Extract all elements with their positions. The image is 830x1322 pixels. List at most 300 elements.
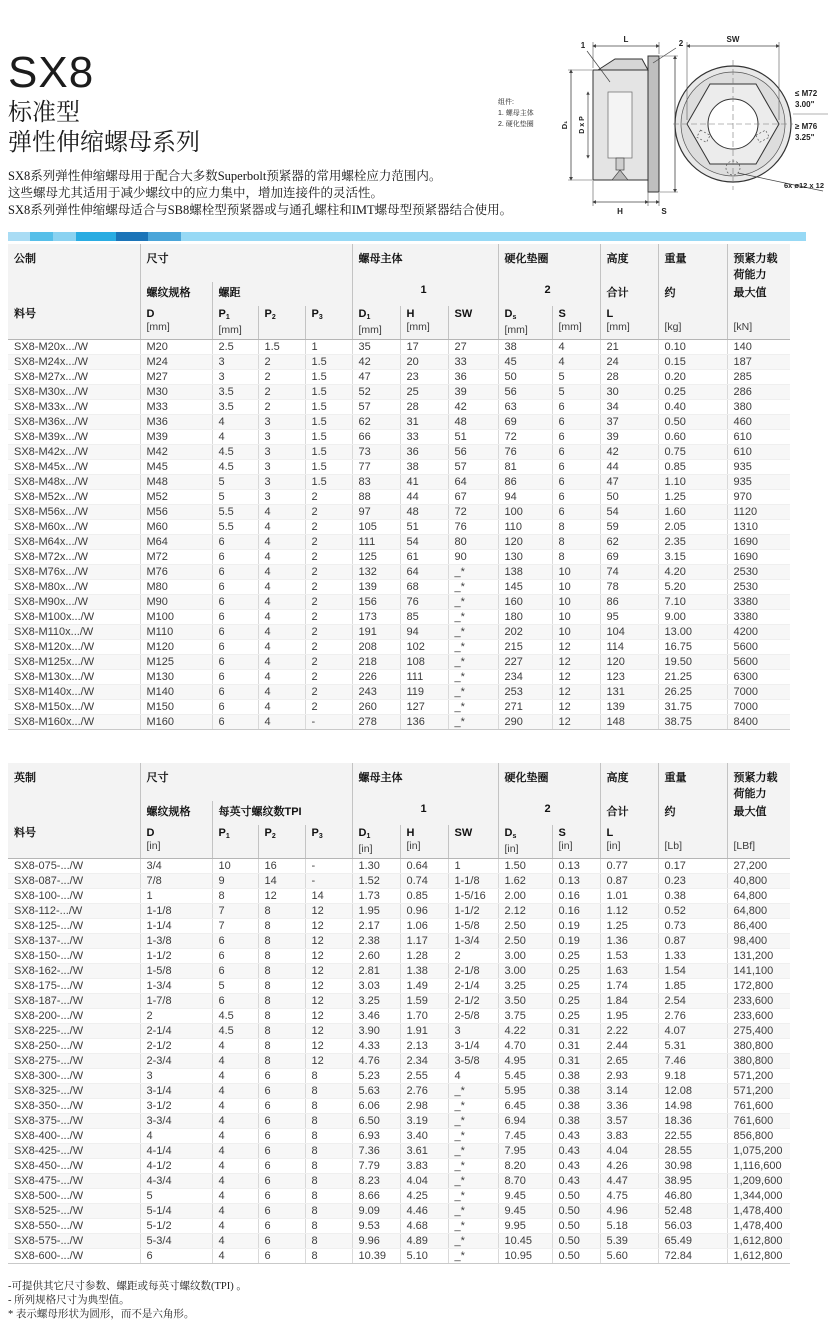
table-cell: _* [448, 670, 498, 685]
table-cell: 42 [600, 445, 658, 460]
table-row [8, 490, 790, 505]
table-cell: 0.19 [552, 919, 600, 934]
table-cell: _* [448, 1234, 498, 1249]
table-cell: 0.25 [552, 964, 600, 979]
table-cell: 380 [727, 400, 790, 415]
table-cell: - [305, 715, 352, 730]
table-cell: 10 [552, 595, 600, 610]
table-row [8, 700, 790, 715]
table-cell: 1.91 [400, 1024, 448, 1039]
dim-label-DxP: D x P [579, 116, 586, 134]
table-cell: 202 [498, 625, 552, 640]
table-cell: _* [448, 1189, 498, 1204]
table-cell: 1.62 [498, 874, 552, 889]
table-cell: 42 [352, 355, 400, 370]
table-cell: 12 [305, 1009, 352, 1024]
table-cell: 44 [400, 490, 448, 505]
dim-label-L: L [623, 35, 629, 44]
table-cell: 1.38 [400, 964, 448, 979]
note-ge-m76: ≥ M76 [795, 122, 818, 131]
table-cell: 4 [140, 1129, 212, 1144]
table-cell: 2530 [727, 565, 790, 580]
table-cell: M60 [140, 520, 212, 535]
table-cell: M125 [140, 655, 212, 670]
table-cell: 2 [305, 490, 352, 505]
table-cell: 1.53 [600, 949, 658, 964]
header-cell: SW [448, 825, 498, 859]
table-cell: 4 [258, 550, 305, 565]
table-cell: 0.38 [658, 889, 727, 904]
table-cell: 275,400 [727, 1024, 790, 1039]
header-row [8, 244, 790, 282]
table-cell: 3 [258, 475, 305, 490]
table-cell: M30 [140, 385, 212, 400]
table-cell: 20 [400, 355, 448, 370]
table-cell: 110 [498, 520, 552, 535]
table-cell: 6 [552, 430, 600, 445]
table-cell: 1.25 [600, 919, 658, 934]
table-cell: 17 [400, 340, 448, 355]
header-cell: 约 [658, 282, 727, 306]
table-cell: 4 [258, 685, 305, 700]
table-cell: 18.36 [658, 1114, 727, 1129]
header-cell: 硬化垫圈 [498, 763, 600, 801]
table-cell: 0.15 [658, 355, 727, 370]
header-cell: 公制 [8, 244, 140, 282]
table-cell: 1.5 [305, 370, 352, 385]
table-cell: 4 [258, 505, 305, 520]
description-line: SX8系列弹性伸缩螺母适合与SB8螺栓型预紧器或与通孔螺柱和IMT螺母型预紧器结合使用。 [8, 203, 513, 217]
table-cell: 1.74 [600, 979, 658, 994]
table-cell: 39 [600, 430, 658, 445]
header-cell: 螺距 [212, 282, 352, 306]
header-cell: 料号 [8, 306, 140, 340]
table-cell: 2 [305, 670, 352, 685]
header-cell: [kN] [727, 306, 790, 340]
table-cell: 31.75 [658, 700, 727, 715]
table-cell: 1.36 [600, 934, 658, 949]
table-cell: M36 [140, 415, 212, 430]
table-row [8, 670, 790, 685]
table-cell: 0.85 [400, 889, 448, 904]
table-cell: 2.44 [600, 1039, 658, 1054]
table-cell: 8 [258, 1009, 305, 1024]
table-cell: 123 [600, 670, 658, 685]
table-cell: 9 [212, 874, 258, 889]
table-cell: 0.38 [552, 1114, 600, 1129]
table-cell: 5-1/2 [140, 1219, 212, 1234]
table-cell: 970 [727, 490, 790, 505]
table-cell: SX8-M36x.../W [8, 415, 140, 430]
table-cell: 35 [352, 340, 400, 355]
table-cell: 3.40 [400, 1129, 448, 1144]
table-cell: 131,200 [727, 949, 790, 964]
table-cell: 4 [212, 1114, 258, 1129]
table-cell: 1.28 [400, 949, 448, 964]
table-cell: 2 [305, 640, 352, 655]
table-cell: 0.85 [658, 460, 727, 475]
table-cell: 4 [258, 535, 305, 550]
table-row [8, 610, 790, 625]
table-cell: 187 [727, 355, 790, 370]
table-cell: 4.33 [352, 1039, 400, 1054]
table-cell: 25 [400, 385, 448, 400]
table-row [8, 1024, 790, 1039]
table-cell: 100 [498, 505, 552, 520]
table-cell: 148 [600, 715, 658, 730]
table-cell: 36 [400, 445, 448, 460]
header-cell: 每英寸螺纹数TPI [212, 801, 352, 825]
table-cell: _* [448, 1204, 498, 1219]
accent-bar-segment [76, 232, 116, 241]
table-cell: 61 [400, 550, 448, 565]
table-row [8, 949, 790, 964]
table-cell: 8.66 [352, 1189, 400, 1204]
table-cell: 0.38 [552, 1099, 600, 1114]
table-cell: 72 [448, 505, 498, 520]
header-cell: 硬化垫圈 [498, 244, 600, 282]
table-cell: SX8-325-.../W [8, 1084, 140, 1099]
table-cell: 62 [352, 415, 400, 430]
table-cell: 172,800 [727, 979, 790, 994]
table-cell: 119 [400, 685, 448, 700]
table-cell: 56.03 [658, 1219, 727, 1234]
table-cell: 56 [448, 445, 498, 460]
table-cell: 9.45 [498, 1189, 552, 1204]
table-cell: 4.47 [600, 1174, 658, 1189]
table-cell: 8 [305, 1219, 352, 1234]
table-cell: 4.96 [600, 1204, 658, 1219]
table-cell: 8.23 [352, 1174, 400, 1189]
table-cell: 0.74 [400, 874, 448, 889]
table-cell: 57 [448, 460, 498, 475]
table-cell: 2 [305, 595, 352, 610]
header-cell: 1 [352, 282, 498, 306]
table-cell: 85 [400, 610, 448, 625]
table-cell: 10 [552, 565, 600, 580]
table-cell: 6 [212, 964, 258, 979]
table-cell: 1-5/8 [140, 964, 212, 979]
table-row [8, 934, 790, 949]
table-cell: 12 [552, 685, 600, 700]
header-cell: S [mm] [552, 306, 600, 340]
table-cell: 2 [305, 550, 352, 565]
table-cell: 2 [305, 535, 352, 550]
table-cell: 380,800 [727, 1039, 790, 1054]
table-cell: M160 [140, 715, 212, 730]
table-cell: SX8-M60x.../W [8, 520, 140, 535]
table-cell: 52 [352, 385, 400, 400]
table-cell: 77 [352, 460, 400, 475]
table-cell: 104 [600, 625, 658, 640]
table-cell: 2 [258, 385, 305, 400]
table-cell: 86 [600, 595, 658, 610]
table-cell: 0.25 [552, 1009, 600, 1024]
table-cell: M90 [140, 595, 212, 610]
table-row [8, 400, 790, 415]
table-cell: 0.43 [552, 1129, 600, 1144]
table-cell: 0.96 [400, 904, 448, 919]
table-cell: M150 [140, 700, 212, 715]
table-cell: 4.5 [212, 460, 258, 475]
table-cell: 69 [600, 550, 658, 565]
table-cell: 94 [498, 490, 552, 505]
table-row [8, 904, 790, 919]
side-view [560, 35, 685, 216]
table-cell: SX8-600-.../W [8, 1249, 140, 1264]
table-cell: 2-1/8 [448, 964, 498, 979]
table-cell: 4 [258, 625, 305, 640]
table-cell: 28.55 [658, 1144, 727, 1159]
table-cell: 6 [258, 1144, 305, 1159]
table-cell: 4 [212, 1174, 258, 1189]
table-cell: 50 [498, 370, 552, 385]
table-cell: 1.30 [352, 859, 400, 874]
header-cell: H [in] [400, 825, 448, 859]
table-cell: 6 [552, 475, 600, 490]
table-cell: 0.31 [552, 1039, 600, 1054]
header-cell [8, 282, 140, 306]
table-cell: 7 [212, 919, 258, 934]
table-cell: 4 [212, 1129, 258, 1144]
table-cell: 0.16 [552, 889, 600, 904]
header-cell: 2 [498, 282, 600, 306]
header-cell: 1 [352, 801, 498, 825]
table-cell: 6.45 [498, 1099, 552, 1114]
table-row [8, 1039, 790, 1054]
table-cell: 68 [400, 580, 448, 595]
table-cell: _* [448, 1249, 498, 1264]
header-cell: H [mm] [400, 306, 448, 340]
table-cell: 4.76 [352, 1054, 400, 1069]
legend-item-1: 1. 螺母主体 [498, 110, 534, 117]
table-cell: M76 [140, 565, 212, 580]
table-cell: 111 [352, 535, 400, 550]
table-cell: 1.85 [658, 979, 727, 994]
table-cell: M64 [140, 535, 212, 550]
table-cell: 1,612,800 [727, 1234, 790, 1249]
table-cell: _* [448, 1084, 498, 1099]
table-cell: SX8-M42x.../W [8, 445, 140, 460]
table-cell: 4-1/4 [140, 1144, 212, 1159]
table-cell: 5 [552, 385, 600, 400]
table-cell: 33 [448, 355, 498, 370]
table-cell: 1.5 [305, 460, 352, 475]
description-line: 这些螺母尤其适用于减少螺纹中的应力集中，增加连接件的灵活性。 [8, 186, 384, 200]
table-cell: 6 [552, 415, 600, 430]
table-cell: 0.87 [658, 934, 727, 949]
table-cell: 1.49 [400, 979, 448, 994]
table-cell: 7.10 [658, 595, 727, 610]
header-cell: L [in] [600, 825, 658, 859]
table-cell: 9.18 [658, 1069, 727, 1084]
table-cell: 6.50 [352, 1114, 400, 1129]
table-cell: 12 [305, 919, 352, 934]
table-cell: 30 [600, 385, 658, 400]
table-cell: 105 [352, 520, 400, 535]
table-cell: 6 [212, 685, 258, 700]
table-cell: 6 [212, 949, 258, 964]
table-cell: 0.25 [552, 994, 600, 1009]
table-cell: _* [448, 685, 498, 700]
header-cell: $P_3$ [305, 825, 352, 859]
table-cell: 6 [258, 1099, 305, 1114]
table-cell: 761,600 [727, 1099, 790, 1114]
table-cell: 1,612,800 [727, 1249, 790, 1264]
table-cell: 41 [400, 475, 448, 490]
description-line: SX8系列弹性伸缩螺母用于配合大多数Superbolt预紧器的常用螺栓应力范围内。 [8, 169, 442, 183]
table-cell: 0.43 [552, 1144, 600, 1159]
table-cell: 90 [448, 550, 498, 565]
table-row [8, 370, 790, 385]
dim-label-D1: D₁ [560, 120, 569, 130]
table-cell: 3.83 [400, 1159, 448, 1174]
header-cell: S [in] [552, 825, 600, 859]
table-cell: 30.98 [658, 1159, 727, 1174]
table-cell: _* [448, 1159, 498, 1174]
table-cell: 36 [448, 370, 498, 385]
table-cell: 8 [305, 1159, 352, 1174]
metric-table-header [8, 244, 790, 340]
table-cell: 5-1/4 [140, 1204, 212, 1219]
table-cell: 3.57 [600, 1114, 658, 1129]
table-cell: 140 [727, 340, 790, 355]
table-cell: 6 [212, 655, 258, 670]
table-cell: 1.95 [352, 904, 400, 919]
table-cell: 12 [552, 670, 600, 685]
table-cell: 4-1/2 [140, 1159, 212, 1174]
table-cell: 16 [258, 859, 305, 874]
table-cell: SX8-075-.../W [8, 859, 140, 874]
table-cell: 114 [600, 640, 658, 655]
table-cell: 571,200 [727, 1084, 790, 1099]
table-cell: 37 [600, 415, 658, 430]
table-cell: 1.06 [400, 919, 448, 934]
table-row [8, 430, 790, 445]
table-cell: M120 [140, 640, 212, 655]
table-cell: 3.90 [352, 1024, 400, 1039]
table-cell: 2.60 [352, 949, 400, 964]
table-cell: 5.5 [212, 505, 258, 520]
table-cell: 4 [212, 1249, 258, 1264]
table-cell: SX8-175-.../W [8, 979, 140, 994]
table-cell: 4 [258, 655, 305, 670]
header-cell: 英制 [8, 763, 140, 801]
table-cell: 3.5 [212, 385, 258, 400]
table-cell: 47 [600, 475, 658, 490]
table-cell: 6 [212, 580, 258, 595]
table-cell: 4 [212, 1084, 258, 1099]
table-cell: 290 [498, 715, 552, 730]
table-cell: 4.22 [498, 1024, 552, 1039]
header-cell: 重量 [658, 763, 727, 801]
table-cell: SX8-275-.../W [8, 1054, 140, 1069]
table-cell: 38.75 [658, 715, 727, 730]
table-cell: 7/8 [140, 874, 212, 889]
table-cell: 3-1/4 [140, 1084, 212, 1099]
table-row [8, 1189, 790, 1204]
table-cell: 5.45 [498, 1069, 552, 1084]
table-cell: 2-3/4 [140, 1054, 212, 1069]
table-cell: 86,400 [727, 919, 790, 934]
table-cell: 1.95 [600, 1009, 658, 1024]
table-cell: 1-3/4 [140, 979, 212, 994]
table-cell: 1.5 [305, 415, 352, 430]
table-cell: 180 [498, 610, 552, 625]
table-cell: 6.93 [352, 1129, 400, 1144]
table-cell: 6 [552, 460, 600, 475]
header-cell: 螺母主体 [352, 244, 498, 282]
table-cell: SX8-M120x.../W [8, 640, 140, 655]
table-cell: 6 [212, 640, 258, 655]
table-cell: 1 [305, 340, 352, 355]
table-cell: 4.5 [212, 445, 258, 460]
table-cell: 8 [258, 1039, 305, 1054]
table-cell: 2 [305, 625, 352, 640]
table-cell: 9.95 [498, 1219, 552, 1234]
table-cell: 44 [600, 460, 658, 475]
table-cell: _* [448, 565, 498, 580]
table-row [8, 964, 790, 979]
table-cell: 6 [212, 700, 258, 715]
table-cell: 4 [258, 520, 305, 535]
table-row [8, 919, 790, 934]
table-cell: 4 [258, 565, 305, 580]
table-cell: 1.5 [305, 430, 352, 445]
table-cell: 5 [140, 1189, 212, 1204]
imperial-table [8, 763, 790, 1264]
table-cell: 8 [305, 1189, 352, 1204]
table-cell: 2 [305, 505, 352, 520]
table-cell: 2.12 [498, 904, 552, 919]
table-cell: 1690 [727, 550, 790, 565]
table-cell: _* [448, 1219, 498, 1234]
table-cell: 24 [600, 355, 658, 370]
table-cell: SX8-M125x.../W [8, 655, 140, 670]
table-cell: 80 [448, 535, 498, 550]
table-cell: SX8-137-.../W [8, 934, 140, 949]
table-cell: 278 [352, 715, 400, 730]
table-row [8, 1114, 790, 1129]
table-cell: 0.43 [552, 1174, 600, 1189]
table-cell: 1.5 [305, 355, 352, 370]
note-le-m72: ≤ M72 [795, 89, 818, 98]
table-cell: 8 [258, 934, 305, 949]
table-cell: 4 [212, 430, 258, 445]
table-cell: SX8-M130x.../W [8, 670, 140, 685]
table-cell: 7.46 [658, 1054, 727, 1069]
table-cell: 50 [600, 490, 658, 505]
table-cell: SX8-M100x.../W [8, 610, 140, 625]
dim-label-H: H [617, 207, 623, 216]
table-cell: SX8-100-.../W [8, 889, 140, 904]
table-cell: 132 [352, 565, 400, 580]
table-cell: 1,209,600 [727, 1174, 790, 1189]
table-cell: 8 [552, 550, 600, 565]
table-cell: 56 [498, 385, 552, 400]
table-row [8, 1054, 790, 1069]
header-cell: 最大值 [727, 801, 790, 825]
table-cell: 271 [498, 700, 552, 715]
table-cell: 45 [498, 355, 552, 370]
table-cell: 72 [498, 430, 552, 445]
table-cell: 9.53 [352, 1219, 400, 1234]
table-cell: 4 [212, 1099, 258, 1114]
table-cell: 8 [305, 1099, 352, 1114]
table-cell: 2 [258, 370, 305, 385]
table-cell: 3.00 [498, 949, 552, 964]
table-cell: 8 [258, 964, 305, 979]
